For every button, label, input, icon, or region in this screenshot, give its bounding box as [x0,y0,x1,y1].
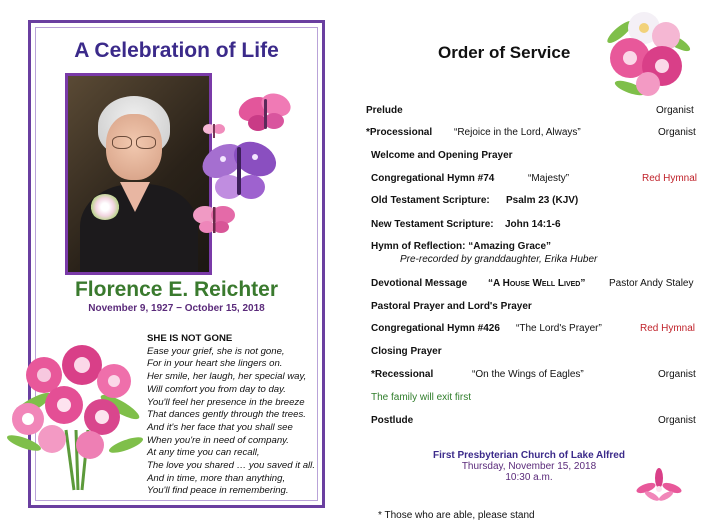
celebration-title: A Celebration of Life [74,39,279,62]
poem-line: Ease your grief, she is not gone, [147,345,285,357]
service-time: 10:30 a.m. [505,472,553,483]
svc-reflection-sub: Pre-recorded by granddaughter, Erika Huber [400,254,598,265]
svc-prelude-label: Prelude [366,105,403,116]
svc-hymn74-label: Congregational Hymn #74 [371,173,495,184]
poem-line: Will comfort you from day to day. [147,383,286,395]
lily-icon [636,468,682,508]
deceased-name: Florence E. Reichter [74,278,279,301]
svc-recessional-right: Organist [658,369,696,380]
bouquet-icon [4,335,144,495]
svc-nt-label: New Testament Scripture: [371,219,494,230]
poem-title: SHE IS NOT GONE [147,333,233,344]
svc-processional-label: *Processional [366,127,433,138]
svc-closing-label: Closing Prayer [371,346,442,357]
svc-recessional-label: *Recessional [371,369,434,380]
memorial-photo [65,73,212,275]
svc-hymn74-mid: “Majesty” [528,173,570,184]
svc-ot-mid: Psalm 23 (KJV) [506,195,579,206]
svc-reflection-label: Hymn of Reflection: “Amazing Grace” [371,241,552,252]
svc-postlude-right: Organist [658,415,696,426]
svc-exit-note: The family will exit first [371,392,472,403]
poem-line: That dances gently through the trees. [147,409,306,421]
poem-line: You'll find peace in remembering. [147,485,289,497]
svc-postlude-label: Postlude [371,415,414,426]
svc-recessional-mid: “On the Wings of Eagles” [472,369,584,380]
poem [147,333,327,498]
poem-line: The love you shared … you saved it all. [147,460,315,472]
svc-hymn426-hymnal: Red Hymnal [640,323,696,334]
poem-line: At any time you can recall, [147,447,260,459]
life-dates: November 9, 1927 − October 15, 2018 [88,303,265,314]
svc-nt-mid: John 14:1-6 [505,219,561,230]
svc-hymn74-hymnal: Red Hymnal [642,173,698,184]
church-info [420,450,638,483]
church-name: First Presbyterian Church of Lake Alfred [433,450,625,461]
poem-line: And in time, more than anything, [147,472,286,484]
svc-pastoral-label: Pastoral Prayer and Lord's Prayer [371,301,532,312]
svc-devotional-label: Devotional Message [371,278,468,289]
svc-processional-right: Organist [658,127,696,138]
lily-icon [600,2,692,102]
svc-welcome-label: Welcome and Opening Prayer [371,150,513,161]
butterfly-icon [203,121,225,141]
svc-devotional-mid: “A House Well Lived” [488,278,586,289]
service-date: Thursday, November 15, 2018 [461,461,597,472]
svc-hymn426-label: Congregational Hymn #426 [371,323,500,334]
svc-hymn426-mid: “The Lord's Prayer” [516,323,602,334]
butterfly-icon [236,91,296,141]
poem-line: For in your heart she lingers on. [147,358,283,370]
order-of-service-title: Order of Service [438,43,571,62]
poem-line: When you're in need of company. [147,434,289,446]
poem-line: And it's her face that you shall see [147,421,293,433]
svc-prelude-right: Organist [656,105,694,116]
svc-processional-mid: “Rejoice in the Lord, Always” [454,127,581,138]
svc-ot-label: Old Testament Scripture: [371,195,490,206]
butterfly-icon [191,201,237,237]
svc-devotional-right: Pastor Andy Staley [609,278,694,289]
poem-line: Her smile, her laugh, her special way, [147,371,307,383]
standing-note: * Those who are able, please stand [378,510,535,521]
poem-line: You'll feel her presence in the breeze [147,396,305,408]
